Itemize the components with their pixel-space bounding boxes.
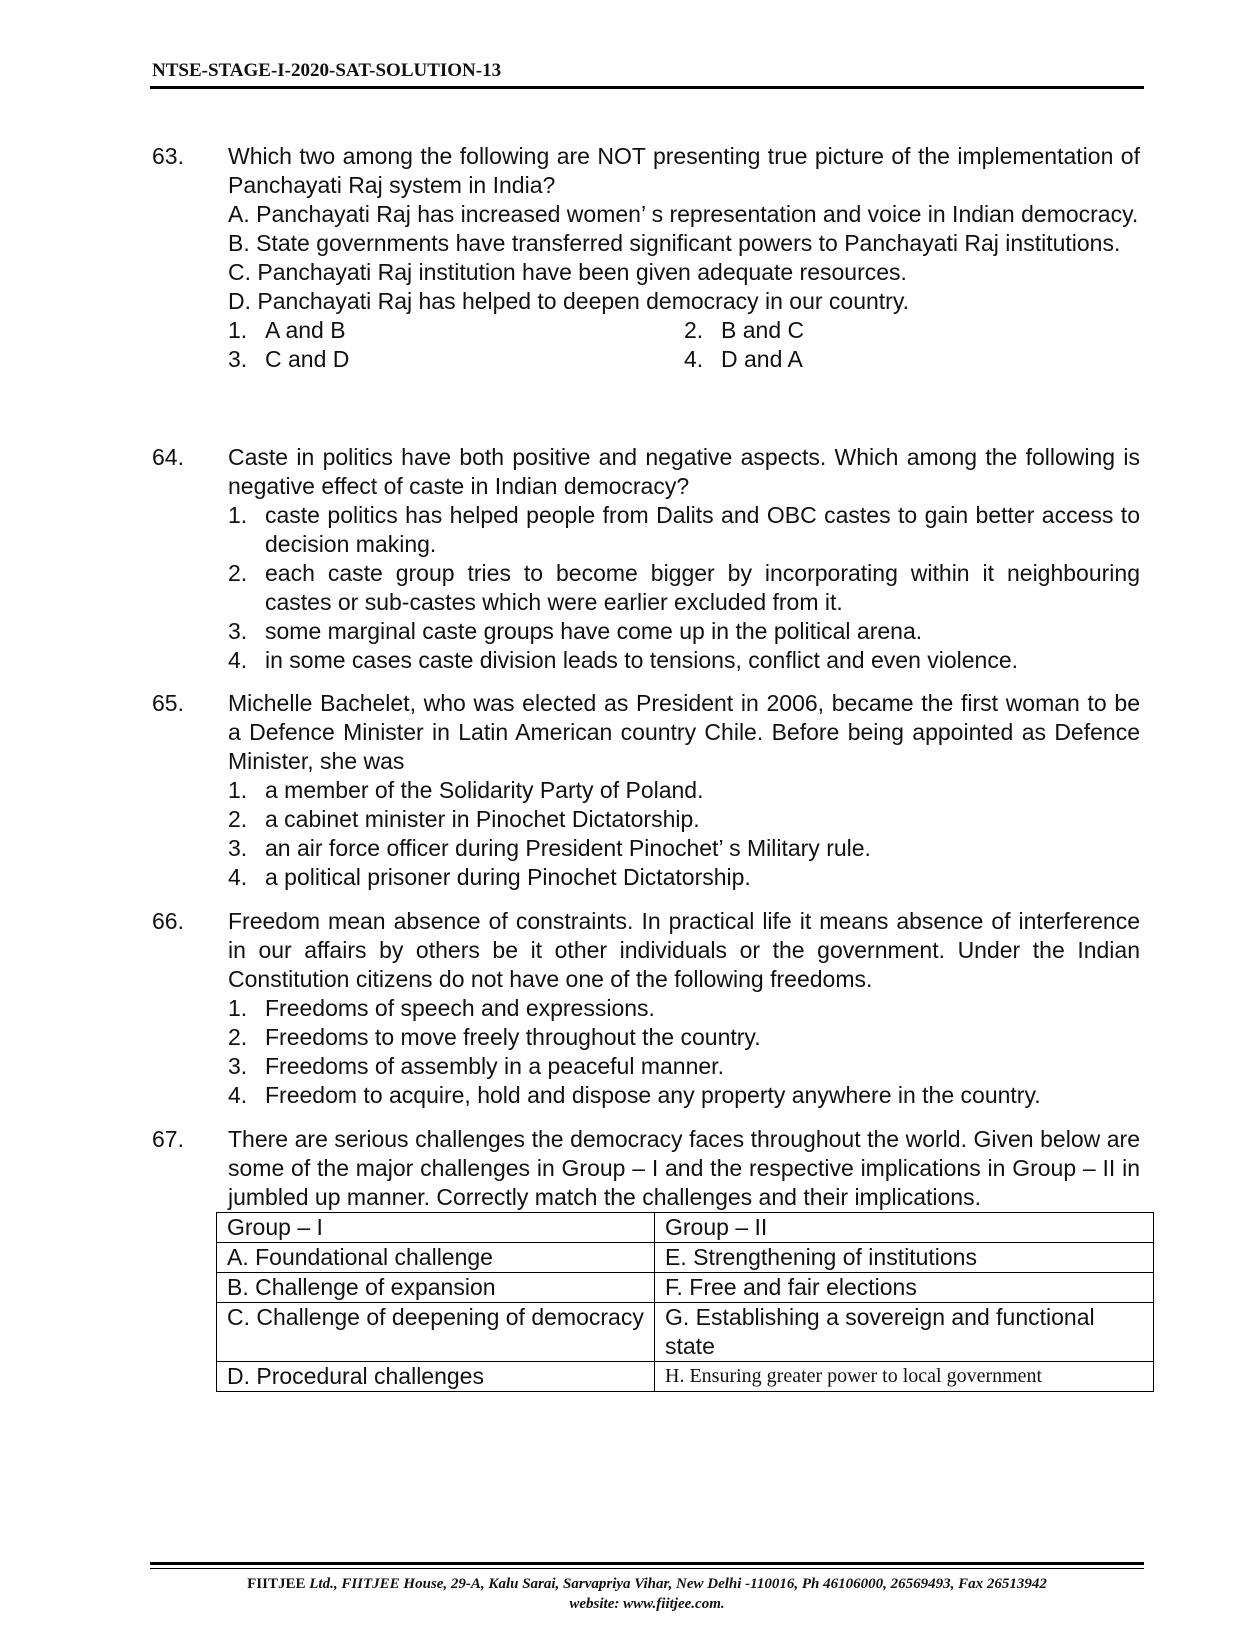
option-number: 3. [228, 618, 248, 644]
option-text: a member of the Solidarity Party of Poland. [265, 777, 704, 803]
table-cell: B. Challenge of expansion [217, 1273, 655, 1303]
option-4 [228, 1081, 1140, 1110]
option-number: 2. [684, 317, 704, 343]
table-header-cell: Group – II [655, 1213, 1154, 1243]
option-text: Freedom to acquire, hold and dispose any property anywhere in the country. [265, 1082, 1041, 1108]
option-number: 2. [228, 1024, 248, 1050]
question-stem: Caste in politics have both positive and negative aspects. Which among the following is negative effect of caste in Indian democracy? [228, 444, 1140, 499]
option-text: caste politics has helped people from Dalits and OBC castes to gain better access to decision making. [265, 502, 1140, 557]
option-2 [228, 1023, 1140, 1052]
option-number: 4. [228, 647, 248, 673]
option-number: 1. [228, 317, 248, 343]
option-number: 3. [228, 346, 248, 372]
question-64 [152, 443, 1144, 675]
option-3 [228, 617, 1140, 646]
option-4 [228, 646, 1140, 675]
option-number: 4. [228, 1082, 248, 1108]
option-2 [228, 805, 1140, 834]
option-number: 1. [228, 777, 248, 803]
table-cell: D. Procedural challenges [217, 1362, 655, 1392]
table-cell: H. Ensuring greater power to local government [655, 1362, 1154, 1392]
table-header-row [217, 1213, 1154, 1243]
question-stem: Freedom mean absence of constraints. In practical life it means absence of interference in our affairs by others be it other individuals or the government. Under the Indian Constitution citizens do not have one of the following freedoms. [228, 908, 1140, 992]
option-1 [228, 776, 1140, 805]
option-number: 4. [684, 346, 704, 372]
footer-rule [150, 1562, 1144, 1565]
option-text: an air force officer during President Pinochet’ s Military rule. [265, 835, 871, 861]
option-number: 3. [228, 835, 248, 861]
question-number: 65. [152, 690, 184, 716]
option-number: 2. [228, 806, 248, 832]
question-63 [152, 142, 1144, 374]
option-4 [684, 345, 1140, 374]
page-header-title: NTSE-STAGE-I-2020-SAT-SOLUTION-13 [152, 60, 502, 81]
table-cell: C. Challenge of deepening of democracy [217, 1303, 655, 1362]
statement-b: B. State governments have transferred significant powers to Panchayati Raj institutions. [228, 230, 1121, 256]
option-3 [228, 1052, 1140, 1081]
option-text: some marginal caste groups have come up in the political arena. [265, 618, 923, 644]
footer-brand: FIITJEE [247, 1576, 306, 1592]
option-4 [228, 863, 1140, 892]
table-cell: A. Foundational challenge [217, 1243, 655, 1273]
option-text: D and A [721, 346, 803, 372]
option-1 [228, 501, 1140, 559]
page-footer [150, 1574, 1144, 1614]
match-table [216, 1212, 1154, 1392]
option-text: C and D [265, 346, 350, 372]
table-row [217, 1362, 1154, 1392]
option-number: 4. [228, 864, 248, 890]
table-cell: F. Free and fair elections [655, 1273, 1154, 1303]
option-number: 1. [228, 995, 248, 1021]
table-header-cell: Group – I [217, 1213, 655, 1243]
statement-d: D. Panchayati Raj has helped to deepen democracy in our country. [228, 288, 910, 314]
header-rule [150, 86, 1144, 89]
question-number: 67. [152, 1126, 184, 1152]
option-3 [228, 834, 1140, 863]
option-text: A and B [265, 317, 346, 343]
option-text: a political prisoner during Pinochet Dictatorship. [265, 864, 751, 890]
option-number: 3. [228, 1053, 248, 1079]
option-text: Freedoms of assembly in a peaceful manner. [265, 1053, 724, 1079]
question-stem: Which two among the following are NOT presenting true picture of the implementation of Panchayati Raj system in India? [228, 143, 1140, 198]
question-number: 63. [152, 143, 184, 169]
footer-website: website: www.fiitjee.com. [569, 1596, 725, 1612]
question-number: 66. [152, 908, 184, 934]
table-row [217, 1243, 1154, 1273]
option-text: a cabinet minister in Pinochet Dictatorship. [265, 806, 700, 832]
option-text: Freedoms of speech and expressions. [265, 995, 655, 1021]
question-number: 64. [152, 444, 184, 470]
table-cell: G. Establishing a sovereign and functional state [655, 1303, 1154, 1362]
statement-a: A. Panchayati Raj has increased women’ s representation and voice in Indian democracy. [228, 201, 1139, 227]
question-67 [152, 1125, 1144, 1392]
option-number: 1. [228, 502, 248, 528]
table-row [217, 1273, 1154, 1303]
option-text: B and C [721, 317, 805, 343]
option-text: in some cases caste division leads to tensions, conflict and even violence. [265, 647, 1019, 673]
question-66 [152, 907, 1144, 1110]
option-number: 2. [228, 560, 248, 586]
options-grid [228, 316, 1140, 374]
table-cell: E. Strengthening of institutions [655, 1243, 1154, 1273]
table-row [217, 1303, 1154, 1362]
question-stem: Michelle Bachelet, who was elected as President in 2006, became the first woman to be a Defence Minister in Latin American country Chile. Before being appointed as Defence Minister, she was [228, 690, 1140, 774]
footer-address: Ltd., FIITJEE House, 29-A, Kalu Sarai, Sarvapriya Vihar, New Delhi -110016, Ph 46106000, 26569493, Fax 26513942 [309, 1576, 1047, 1592]
statement-c: C. Panchayati Raj institution have been given adequate resources. [228, 259, 907, 285]
footer-rule-thin [150, 1568, 1144, 1569]
option-2 [684, 316, 1140, 345]
option-1 [228, 316, 684, 345]
question-stem: There are serious challenges the democracy faces throughout the world. Given below are some of the major challenges in Group – I and the respective implications in Group – II in jumbled up manner. Correctly match the challenges and their implications. [228, 1126, 1140, 1210]
option-2 [228, 559, 1140, 617]
option-text: each caste group tries to become bigger by incorporating within it neighbouring castes or sub-castes which were earlier excluded from it. [265, 560, 1140, 615]
question-65 [152, 689, 1144, 892]
option-3 [228, 345, 684, 374]
option-1 [228, 994, 1140, 1023]
option-text: Freedoms to move freely throughout the country. [265, 1024, 761, 1050]
